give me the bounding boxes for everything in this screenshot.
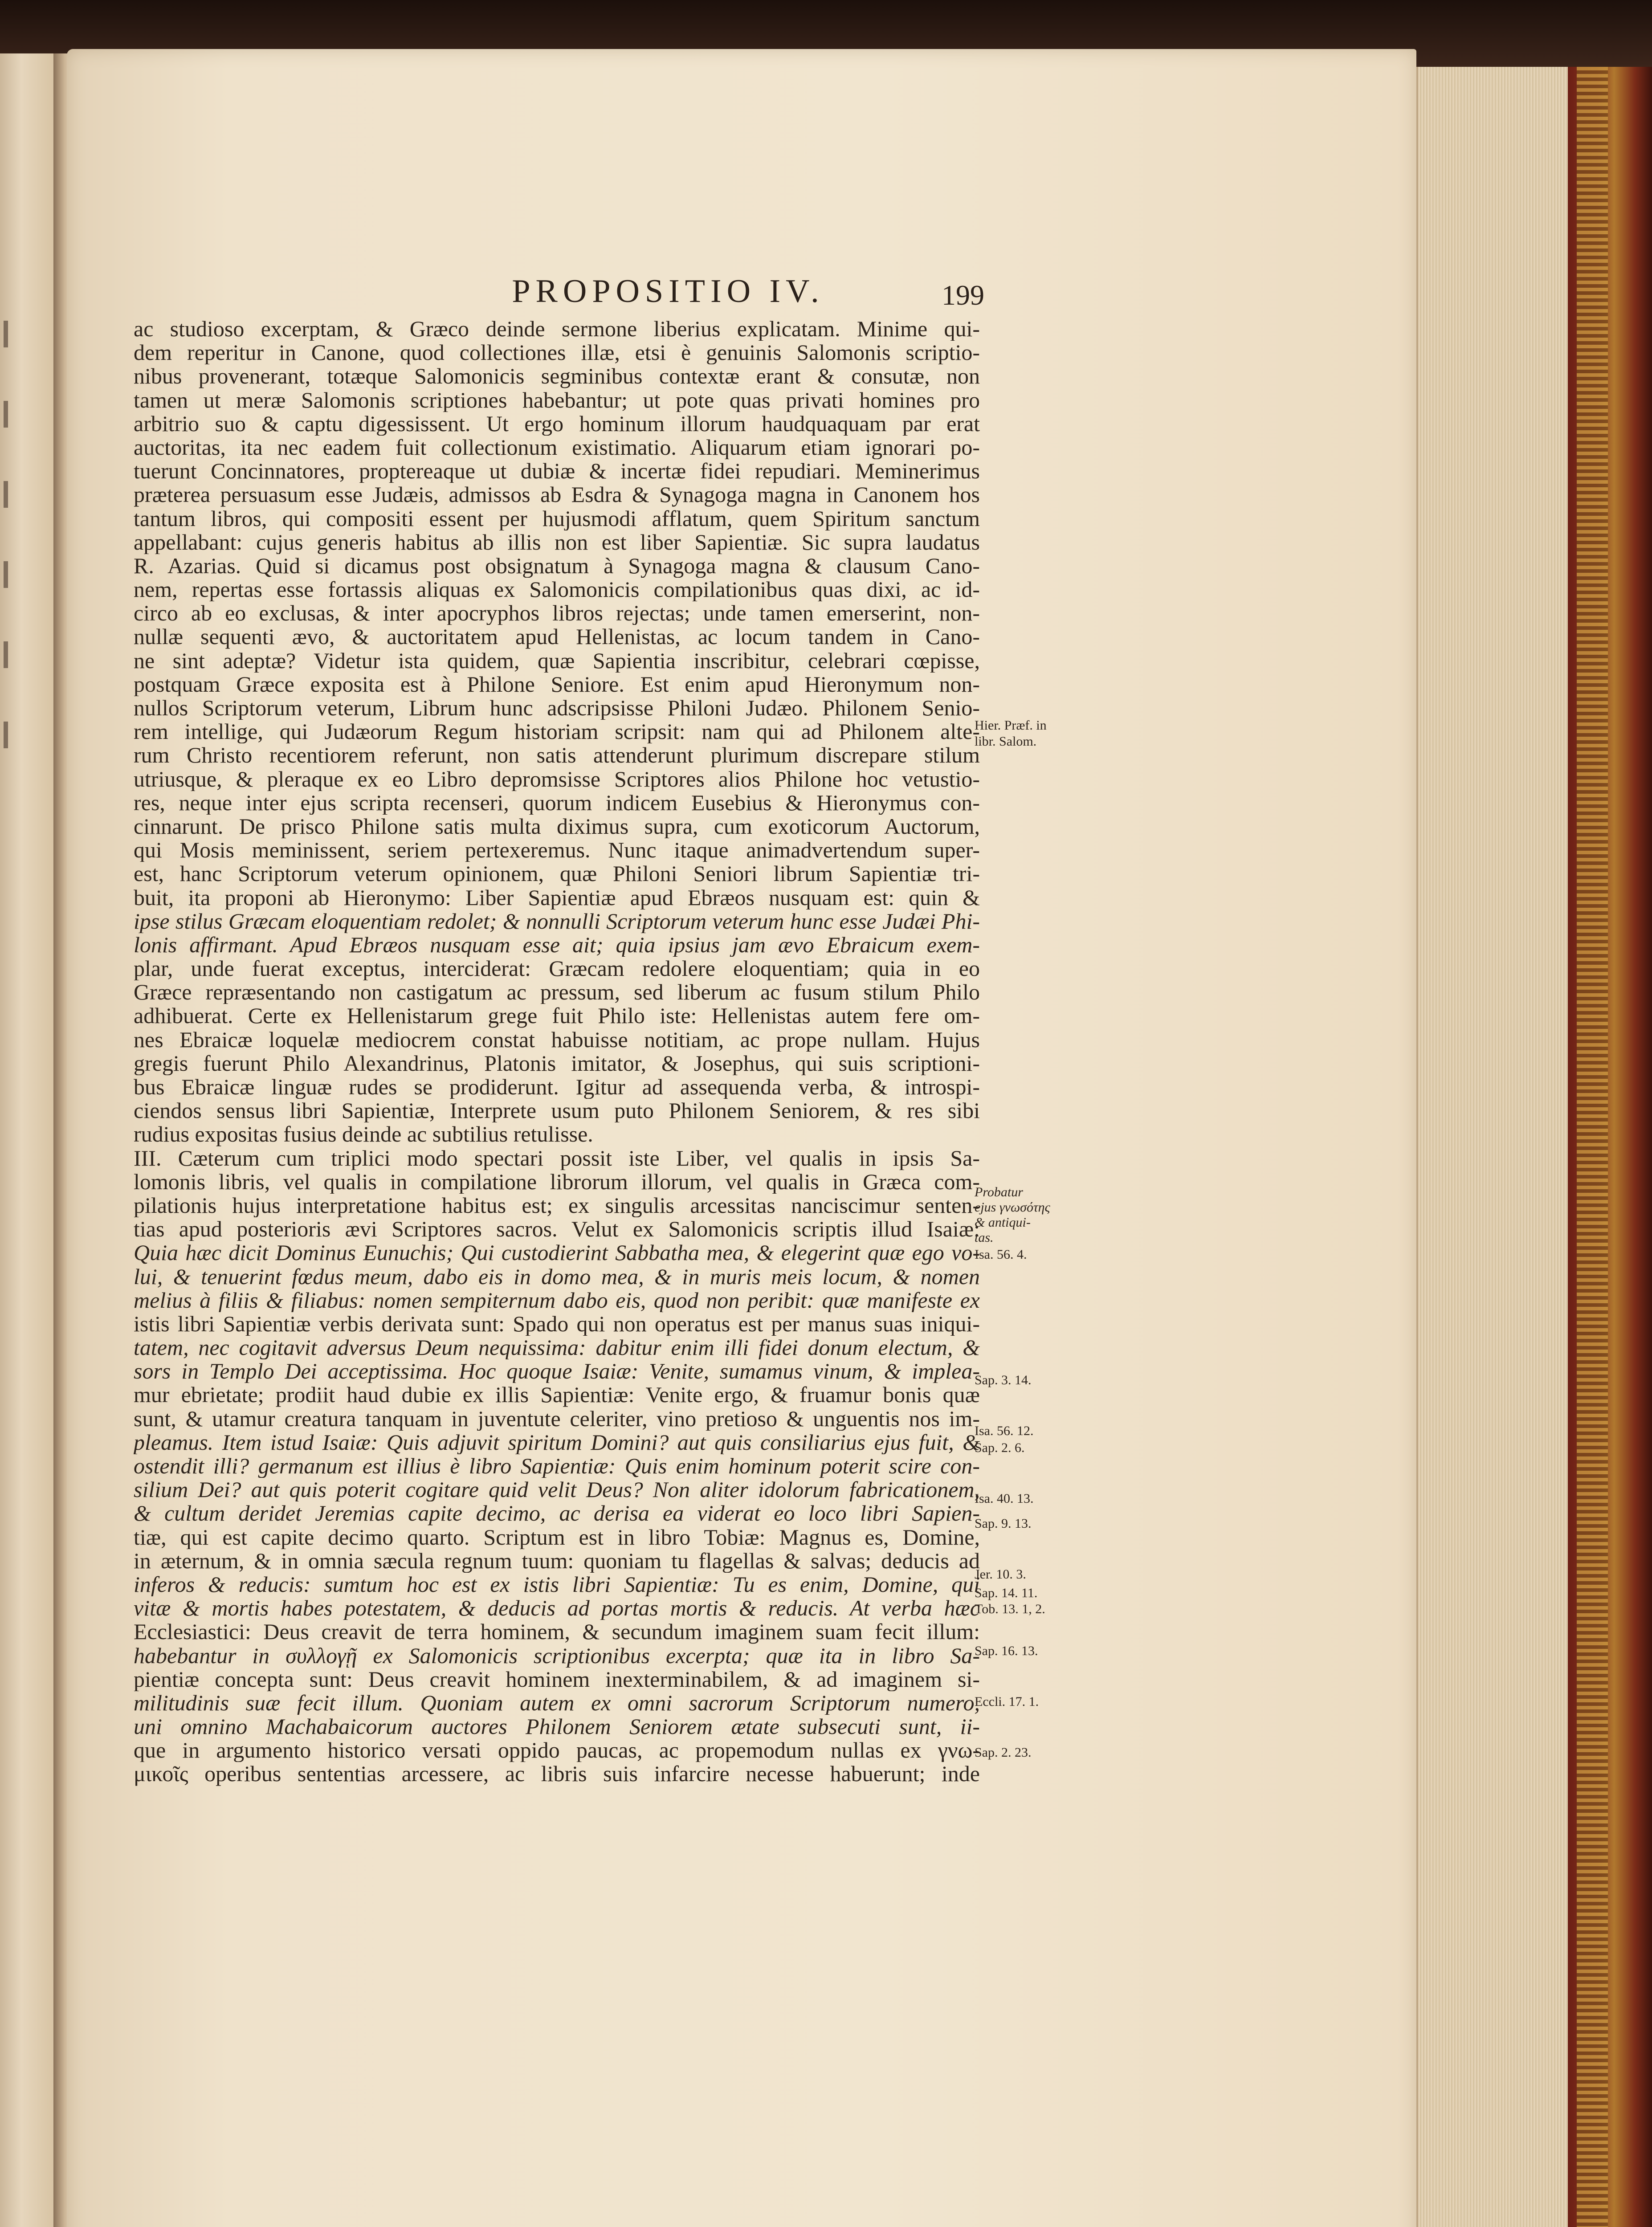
margin-note: Eccli. 17. 1. [975,1694,1039,1709]
text-line: pilationis hujus interpretatione habitus est; ex singulis arcessitas nanciscimur senten- [134,1193,980,1218]
text-line: μικοῖς operibus sententias arcessere, ac libris suis infarcire necesse habuerunt; inde [134,1762,980,1786]
text-line: buit, ita proponi ab Hieronymo: Liber Sapientiæ apud Ebræos nusquam est: quin & [134,885,980,910]
margin-note: Probatur [975,1185,1023,1199]
text-line: III. Cæterum cum triplici modo spectari possit iste Liber, vel qualis in ipsis Sa- [134,1146,980,1170]
text-line: vitæ & mortis habes potestatem, & deducis ad portas mortis & reducis. At verba hæc [134,1596,980,1620]
text-line: R. Azarias. Quid si dicamus post obsignatum à Synagoga magna & clausum Cano- [134,554,980,578]
book-cover [1568,67,1652,2227]
text-line: inferos & reducis: sumtum hoc est ex istis libri Sapientiæ: Tu es enim, Domine, qui [134,1572,980,1597]
text-line: gregis fuerunt Philo Alexandrinus, Platonis imitator, & Josephus, qui suis scriptioni- [134,1051,980,1075]
text-line: adhibuerat. Certe ex Hellenistarum grege fuit Philo iste: Hellenistas autem fere om- [134,1004,980,1028]
margin-note: Sap. 14. 11. [975,1586,1038,1600]
text-line: qui Mosis meminissent, seriem pertexeremus. Nunc itaque animadvertendum super- [134,838,980,862]
text-line: pleamus. Item istud Isaiæ: Quis adjuvit spiritum Domini? aut quis consiliarius ejus fuit, & [134,1430,980,1454]
ghost-text-mark [4,321,26,347]
text-line: silium Dei? aut quis poterit cogitare quid velit Deus? Non aliter idolorum fabricationem, [134,1478,980,1502]
text-line: bus Ebraicæ linguæ rudes se prodiderunt. Igitur ad assequenda verba, & introspi- [134,1075,980,1099]
text-line: sunt, & utamur creatura tanquam in juventute celeriter, vino pretioso & unguentis nos im- [134,1407,980,1431]
text-line: pientiæ concepta sunt: Deus creavit hominem inexterminabilem, & ad imaginem si- [134,1667,980,1691]
text-line: Ecclesiastici: Deus creavit de terra hominem, & secundum imaginem suam fecit illum: [134,1620,980,1644]
margin-note: ejus γνωσότης [975,1200,1050,1215]
text-line: Græce repræsentando non castigatum ac pressum, sed liberum ac fusum stilum Philo [134,980,980,1004]
text-line: ostendit illi? germanum est illius è libro Sapientiæ: Quis enim hominum poterit scire con- [134,1454,980,1478]
margin-note: Isa. 56. 4. [975,1247,1027,1262]
text-line: tias apud posterioris ævi Scriptores sacros. Velut ex Salomonicis scriptis illud Isaiæ: [134,1217,980,1241]
ghost-text-mark [4,722,26,748]
text-line: istis libri Sapientiæ verbis derivata sunt: Spado qui non operatus est per manus suas iniqui- [134,1312,980,1336]
text-line: nullæ sequenti ævo, & auctoritatem apud Hellenistas, ac locum tandem in Cano- [134,625,980,649]
text-line: nem, repertas esse fortassis aliquas ex Salomonicis compilationibus quas dixi, ac id- [134,578,980,602]
text-line: est, hanc Scriptorum veterum opinionem, quæ Philoni Seniori librum Sapientiæ tri- [134,862,980,886]
text-line: uni omnino Machabaicorum auctores Philonem Seniorem ætate subsecuti sunt, ii- [134,1715,980,1739]
text-line: sors in Templo Dei acceptissima. Hoc quoque Isaiæ: Venite, sumamus vinum, & implea- [134,1359,980,1383]
margin-note: Jer. 10. 3. [975,1567,1026,1582]
text-line: appellabant: cujus generis habitus ab illis non est liber Sapientiæ. Sic supra laudatus [134,530,980,554]
text-line: ac studioso excerptam, & Græco deinde sermone liberius explicatam. Minime qui- [134,317,980,341]
text-line: rudius expositas fusius deinde ac subtilius retulisse. [134,1122,593,1146]
text-line: nullos Scriptorum veterum, Librum hunc adscripsisse Philoni Judæo. Philonem Senio- [134,696,980,720]
margin-note: Hier. Præf. in [975,718,1047,733]
text-line: cinnarunt. De prisco Philone satis multa diximus supra, cum exoticorum Auctorum, [134,814,980,839]
text-line: res, neque inter ejus scripta recenseri, quorum indicem Eusebius & Hieronymus con- [134,791,980,815]
previous-page-edge [0,53,56,2227]
text-line: ne sint adeptæ? Videtur ista quidem, quæ Sapientia inscribitur, celebrari cœpisse, [134,649,980,673]
text-line: habebantur in συλλογῇ ex Salomonicis scriptionibus excerpta; quæ ita in libro Sa- [134,1644,980,1668]
text-line: lomonis libris, vel qualis in compilatione librorum illorum, vel qualis in Græca com- [134,1170,980,1194]
text-line: tatem, nec cogitavit adversus Deum nequissima: dabitur enim illi fidei donum electum, & [134,1336,980,1360]
text-line: circo ab eo exclusas, & inter apocryphos libros rejectas; unde tamen emerserint, non- [134,601,980,625]
text-line: nes Ebraicæ loquelæ mediocrem constat habuisse notitiam, ac prope nullam. Hujus [134,1028,980,1052]
text-line: præterea persuasum esse Judæis, admissos ab Esdra & Synagoga magna in Canonem hos [134,483,980,507]
text-line: lonis affirmant. Apud Ebræos nusquam esse ait; quia ipsius jam ævo Ebraicum exem- [134,933,980,957]
margin-note: Isa. 56. 12. [975,1423,1034,1438]
text-line: postquam Græce exposita est à Philone Seniore. Est enim apud Hieronymum non- [134,672,980,696]
margin-note: Tob. 13. 1, 2. [975,1602,1045,1616]
running-head-title: PROPOSITIO IV. [512,273,824,310]
text-line: tamen ut meræ Salomonis scriptiones habebantur; ut pote quas privati homines pro [134,388,980,412]
text-line: mur ebrietate; prodiit haud dubie ex illis Sapientiæ: Venite ergo, & fruamur bonis quæ [134,1383,980,1407]
gilt-border [1577,67,1608,2227]
margin-note: Isa. 40. 13. [975,1491,1034,1506]
text-line: militudinis suæ fecit illum. Quoniam autem ex omni sacrorum Scriptorum numero, [134,1691,980,1715]
margin-note: tas. [975,1230,994,1245]
text-line: nibus provenerant, totæque Salomonicis segminibus contextæ erant & consutæ, non [134,364,980,388]
text-line: tuerunt Concinnatores, proptereaque ut dubiæ & incertæ fidei repudiari. Meminerimus [134,459,980,483]
margin-note: & antiqui- [975,1215,1031,1230]
text-line: & cultum deridet Jeremias capite decimo, ac derisa ea viderat eo loco libri Sapien- [134,1501,980,1525]
page-number: 199 [942,279,984,311]
margin-note: Sap. 3. 14. [975,1373,1032,1387]
text-line: ciendos sensus libri Sapientiæ, Interprete usum puto Philonem Seniorem, & res sibi [134,1099,980,1123]
text-line: que in argumento historico versati oppido paucas, ac propemodum nullas ex γνω- [134,1738,980,1762]
text-line: rum Christo recentiorem referunt, non satis attenderunt plurimum discrepare stilum [134,743,980,767]
text-line: Quia hæc dicit Dominus Eunuchis; Qui custodierint Sabbatha mea, & elegerint quæ ego vo- [134,1241,980,1265]
margin-note: libr. Salom. [975,734,1037,749]
ghost-text-mark [4,561,26,588]
text-line: tantum libros, qui compositi essent per hujusmodi afflatum, quem Spiritum sanctum [134,506,980,530]
text-line: arbitrio suo & captu digessissent. Ut ergo hominum illorum haudquaquam par erat [134,412,980,436]
ghost-text-mark [4,401,26,428]
margin-note: Sap. 2. 23. [975,1745,1032,1760]
ghost-text-mark [4,641,26,668]
text-line: ipse stilus Græcam eloquentiam redolet; & nonnulli Scriptorum veterum hunc esse Judæi Phi- [134,909,980,933]
text-line: dem reperitur in Canone, quod collectiones illæ, etsi è genuinis Salomonis scriptio- [134,341,980,365]
text-line: plar, unde fuerat exceptus, interciderat: Græcam redolere eloquentiam; quia in eo [134,957,980,981]
text-line: tiæ, qui est capite decimo quarto. Scriptum est in libro Tobiæ: Magnus es, Domine, [134,1525,980,1549]
text-line: utriusque, & pleraque ex eo Libro depromsisse Scriptores alios Philone hoc vetustio- [134,767,980,791]
text-line: rem intellige, qui Judæorum Regum historiam scripsit: nam qui ad Philonem alte- [134,720,980,744]
text-line: melius à filiis & filiabus: nomen sempiternum dabo eis, quod non peribit: quæ manifeste ex [134,1288,980,1312]
margin-note: Sap. 2. 6. [975,1440,1025,1455]
text-line: auctoritas, ita nec eadem fuit collectionum existimatio. Aliquarum etiam ignorari po- [134,435,980,460]
body-text [134,317,980,1786]
text-line: lui, & tenuerint fœdus meum, dabo eis in domo mea, & in muris meis locum, & nomen [134,1264,980,1289]
margin-note: Sap. 16. 13. [975,1644,1038,1658]
margin-note: Sap. 9. 13. [975,1516,1032,1531]
ghost-text-mark [4,481,26,508]
page-fore-edge [1416,67,1579,2227]
text-line: in æternum, & in omnia sæcula regnum tuum: quoniam tu flagellas & salvas; deducis ad [134,1549,980,1573]
